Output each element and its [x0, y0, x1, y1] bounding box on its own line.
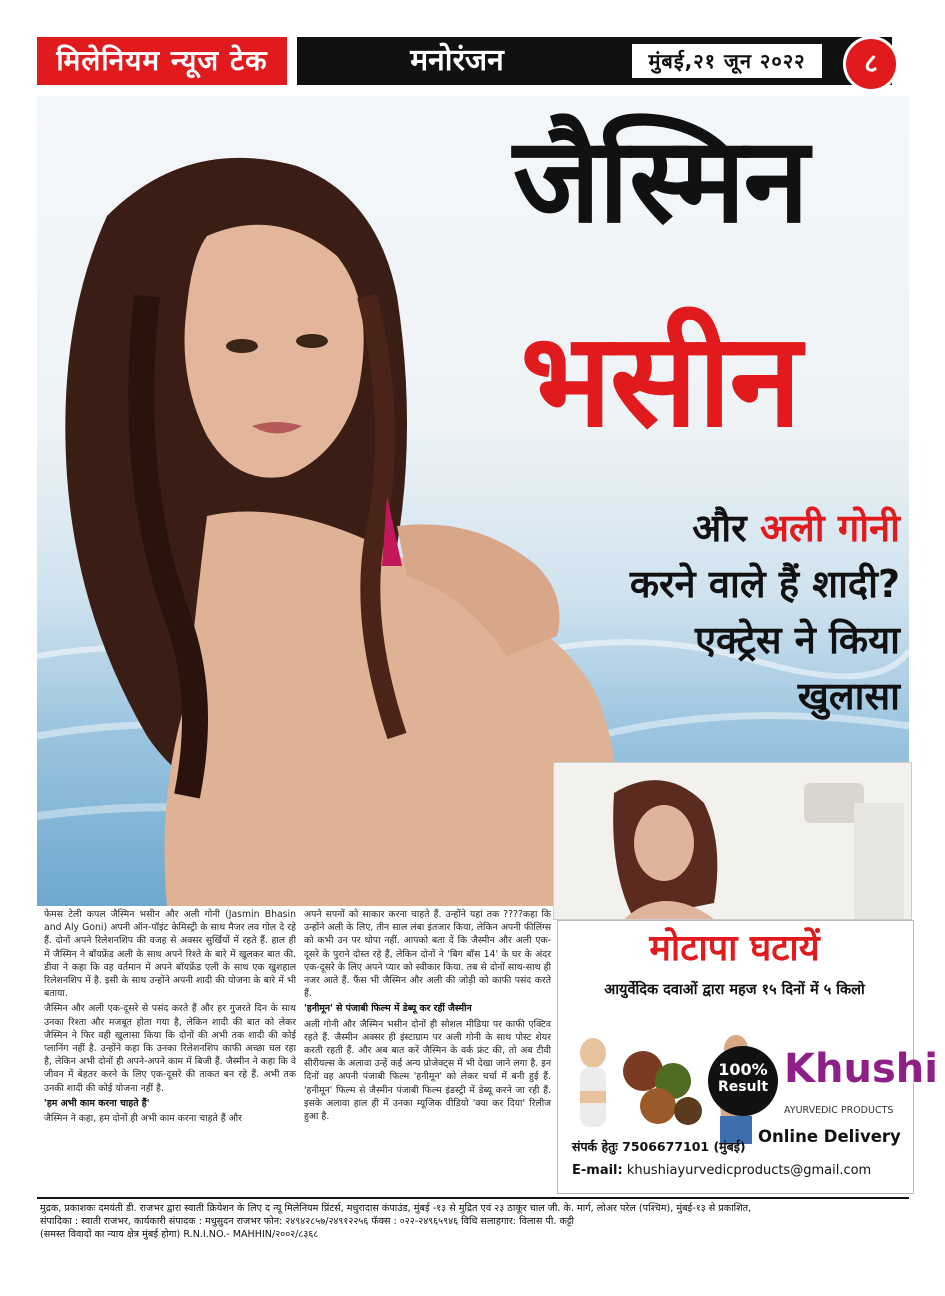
headline-line-2: भसीन [520, 304, 800, 456]
issue-date: मुंबई,२१ जून २०२२ [632, 44, 822, 78]
article-subhead: 'हनीमून' से पंजाबी फिल्म में डेब्यू कर रहीं जैस्मीन [304, 1003, 472, 1015]
inset-photo [553, 762, 912, 920]
imprint-line-2: संपादिका : स्वाती राजभर, कार्यकारी संपादक : मधुसुदन राजभर फोन: २४९४२८५७/२४९१२२५६ फॅक्स : ०२२-२४९६५९४६ विधि सलाहगार: विलास पी. कट्टी [40, 1216, 575, 1227]
result-badge-number: 100% [718, 1060, 768, 1079]
article-paragraph: जैस्मिन ने कहा, हम दोनों ही अभी काम करना चाहते हैं और [44, 1113, 242, 1125]
ad-contact-number: संपर्क हेतुः 7506677101 (मुंबई) [572, 1139, 746, 1154]
article-paragraph: अली गोनी और जैस्मिन भसीन दोनों ही सोशल मीडिया पर काफी एक्टिव रहते हैं. जैस्मीन अक्सर ही इंस्टाग्राम पर अली गोनी के साथ पोस्ट शेयर करती रहती हैं. और अब बात करें जैस्मिन के वर्क फ्रंट की, तो अब टीवी सीरीयल्स के अलावा उन्हें कई अन्य प्रोजेक्ट्स में भी देखा जाने लगा है. इन दिनों वह अपनी पंजाबी फिल्म 'हनीमून' को लेकर चर्चा में बनी हुई हैं. 'हनीमून' फिल्म से जैस्मीन पंजाबी फिल्म इंडस्ट्री में डेब्यू करने जा रही हैं. इसके अलावा हाल ही में उनका म्यूजिक वीडियो 'क्या कर दिया' रिलीज हुआ है. [304, 1018, 551, 1123]
footer-divider [37, 1197, 909, 1199]
section-title: मनोरंजन [410, 43, 504, 78]
ad-brand-tagline: AYURVEDIC PRODUCTS [784, 1105, 894, 1116]
sub-headline [590, 500, 900, 724]
page-number-badge: ८ [843, 36, 899, 92]
ad-email [572, 1160, 908, 1182]
imprint-line-3: (समस्त विवादों का न्याय क्षेत्र मुंबई होगा) R.N.I.NO.- MAHHIN/२००२/८३६८ [40, 1229, 319, 1240]
sub-headline-highlight: अली गोनी [759, 506, 900, 550]
inset-illustration [554, 763, 911, 919]
ad-email-label: E-mail: [572, 1163, 623, 1178]
article-column-1 [44, 908, 296, 1127]
ad-subtitle: आयुर्वेदिक दवाओं द्वारा महज १५ दिनों में ५ किलो [604, 982, 865, 998]
result-badge [708, 1046, 778, 1116]
article-paragraph: जैस्मिन और अली एक-दूसरे से पसंद करते हैं और हर गुजरते दिन के साथ उनका रिश्ता और मजबूत होता गया है, लेकिन शादी की बात को लेकर जैस्मिन ने फिर वही खुलासा किया कि दोनों की अभी तक शादी की कोई प्लानिंग नहीं है. उन्होंने कहा कि उनका रिलेशनशिप काफी अच्छा चल रहा है, लेकिन अभी दोनों ही अपने-अपने काम में बिजी हैं. जैस्मीन ने कहा कि वे जीवन में बेहतर करने के लिए एक-दूसरे की ताकत बन रहे हैं. अभी तक उनकी शादी की कोई योजना नहीं है. [44, 1003, 296, 1094]
imprint-footer [40, 1202, 908, 1241]
sub-headline-pre: और [692, 506, 760, 550]
ad-email-address[interactable]: khushiayurvedicproducts@gmail.com [626, 1163, 872, 1178]
article-paragraph: अपने सपनों को साकार करना चाहते हैं. उन्होंने यहां तक ????कहा कि उन्होंने अली के लिए, तीन साल लंबा इंतजार किया, लेकिन अपनी फीलिंग्स को कभी उन पर थोपा नहीं. आपको बता दें कि जैस्मीन और अली एक-दूसरे के पुराने दोस्त रहे हैं, लेकिन दोनों ने 'बिग बॉस 14' के घर के अंदर एक-दूसरे के लिए अपने प्यार को स्वीकार किया. तब से दोनों साथ-साथ ही नजर आते हैं. फैंस भी जैस्मिन और अली की जोड़ी को काफी पसंद करते हैं. [304, 909, 551, 1000]
sub-headline-rest: करने वाले हैं शादी? एक्ट्रेस ने किया खुलासा [629, 562, 900, 718]
article-paragraph: फेमस टेली कपल जैस्मिन भसीन और अली गोनी (Jasmin Bhasin and Aly Goni) अपनी ऑन-पॉइंट केमिस्ट्री के साथ मैजर लव गोल दे रहे हैं. दोनों अपने रिलेशनशिप की वजह से अक्सर सुर्खियों में रहते हैं. हाल ही में जैस्मिन ने बॉयफ्रेंड अली के साथ अपने रिश्ते के बारे में खुलकर बात की. डीवा ने कहा कि वह वर्तमान में अपने बॉयफ्रेंड एली के साथ एक खुशहाल रिलेशनशिप में है. इसी के साथ उन्होंने अपनी शादी की योजना के बारे में भी बताया. [44, 909, 296, 1000]
imprint-line-1: मुद्रक, प्रकाशकः दमयंती डी. राजभर द्वारा स्वाती क्रियेशन के लिए द न्यू मिलेनियम प्रिंटर्स, मधुरादास कंपाउंड, मुंबई -१३ से मुद्रित एवं २३ ठाकूर चाल जी. के. मार्ग, लोअर परेल (पश्चिम), मुंबई-१३ से प्रकाशित, [40, 1203, 752, 1214]
article-subhead: 'हम अभी काम करना चाहते हैं' [44, 1097, 150, 1109]
ad-delivery-text: Online Delivery [758, 1127, 901, 1146]
article-column-2 [304, 908, 551, 1125]
newspaper-brand: मिलेनियम न्यूज टेक [37, 37, 287, 85]
ad-title: मोटापा घटायें [649, 928, 820, 969]
headline-line-1: जैस्मिन [512, 111, 808, 249]
result-badge-text: Result [717, 1079, 769, 1095]
ad-brand-logo: Khushi [784, 1046, 938, 1092]
